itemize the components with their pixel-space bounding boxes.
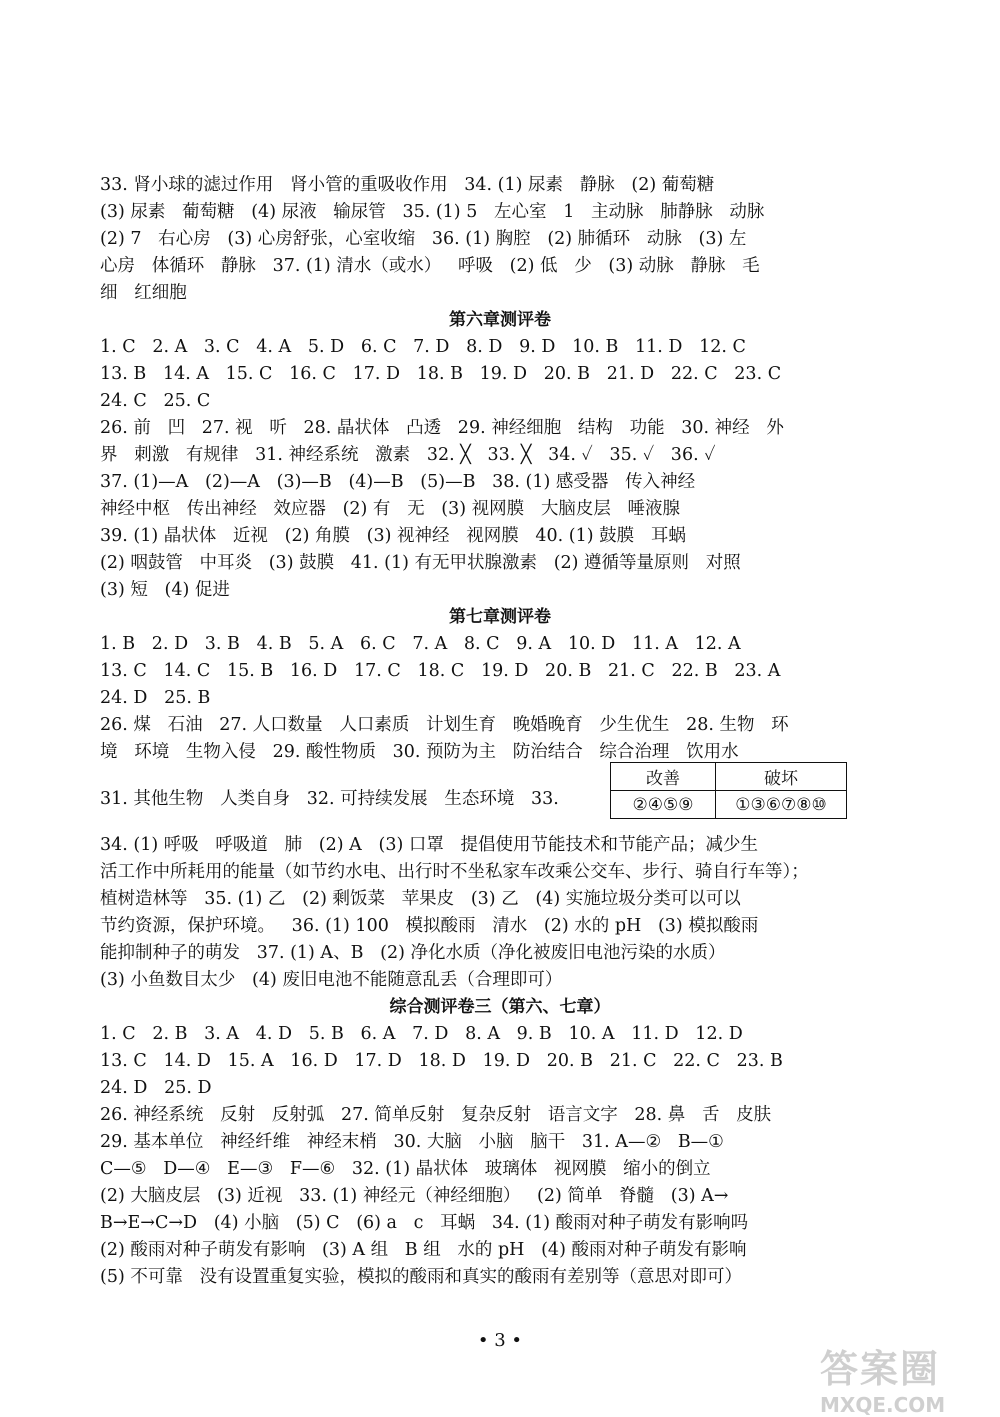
answer-line: 26. 前 凹 27. 视 听 28. 晶状体 凸透 29. 神经细胞 结构 功能 30. 神经 外 bbox=[100, 418, 784, 438]
answer-page bbox=[100, 172, 900, 1291]
page-number: • 3 • bbox=[477, 1330, 523, 1351]
answer-line: C—⑤ D—④ E—③ F—⑥ 32. (1) 晶状体 玻璃体 视网膜 缩小的倒立 bbox=[100, 1159, 711, 1179]
watermark-url: MXQE.COM bbox=[820, 1393, 946, 1417]
section-title: 第七章测评卷 bbox=[449, 607, 551, 627]
answer-line: 29. 基本单位 神经纤维 神经末梢 30. 大脑 小脑 脑干 31. A—② B—① bbox=[100, 1132, 724, 1152]
answer-line: 31. 其他生物 人类自身 32. 可持续发展 生态环境 33. bbox=[100, 789, 559, 809]
table-header-destroy: 破坏 bbox=[716, 763, 847, 791]
answer-line: (2) 咽鼓管 中耳炎 (3) 鼓膜 41. (1) 有无甲状腺激素 (2) 遵循等量原则 对照 bbox=[100, 553, 741, 573]
answer-line: 34. (1) 呼吸 呼吸道 肺 (2) A (3) 口罩 提倡使用节能技术和节能产品；减少生 bbox=[100, 835, 759, 855]
answer-line: 26. 神经系统 反射 反射弧 27. 简单反射 复杂反射 语言文字 28. 鼻 舌 皮肤 bbox=[100, 1105, 772, 1125]
answer-line: 33. 肾小球的滤过作用 肾小管的重吸收作用 34. (1) 尿素 静脉 (2) 葡萄糖 bbox=[100, 175, 715, 195]
answer-line: (2) 7 右心房 (3) 心房舒张，心室收缩 36. (1) 胸腔 (2) 肺循环 动脉 (3) 左 bbox=[100, 229, 747, 249]
section-title: 第六章测评卷 bbox=[449, 310, 551, 330]
answer-line: B→E→C→D (4) 小脑 (5) C (6) a c 耳蜗 34. (1) 酸雨对种子萌发有影响吗 bbox=[100, 1213, 749, 1233]
answer-line: 1. B 2. D 3. B 4. B 5. A 6. C 7. A 8. C 9. A 10. D 11. A 12. A bbox=[100, 634, 741, 654]
answer-line: 13. C 14. D 15. A 16. D 17. D 18. D 19. D 20. B 21. C 22. C 23. B bbox=[100, 1051, 783, 1071]
answer-line: 节约资源，保护环境。 36. (1) 100 模拟酸雨 清水 (2) 水的 pH (3) 模拟酸雨 bbox=[100, 916, 759, 936]
answer-line: 24. C 25. C bbox=[100, 391, 211, 411]
section-circulation-answers bbox=[100, 172, 900, 307]
answer-line: 神经中枢 传出神经 效应器 (2) 有 无 (3) 视网膜 大脑皮层 唾液腺 bbox=[100, 499, 681, 519]
watermark-text: 答案圈 bbox=[820, 1347, 941, 1391]
table-header-improve: 改善 bbox=[611, 763, 716, 791]
table-cell-destroy: ①③⑥⑦⑧⑩ bbox=[716, 791, 847, 819]
answer-line: (3) 短 (4) 促进 bbox=[100, 580, 230, 600]
section-comprehensive-3 bbox=[100, 994, 900, 1291]
answer-line: (2) 酸雨对种子萌发有影响 (3) A 组 B 组 水的 pH (4) 酸雨对种子萌发有影响 bbox=[100, 1240, 747, 1260]
answer-line: 境 环境 生物入侵 29. 酸性物质 30. 预防为主 防治结合 综合治理 饮用水 bbox=[100, 742, 739, 762]
watermark-logo bbox=[820, 1338, 990, 1417]
answer-line: 1. C 2. A 3. C 4. A 5. D 6. C 7. D 8. D 9. D 10. B 11. D 12. C bbox=[100, 337, 746, 357]
answer-line: 13. B 14. A 15. C 16. C 17. D 18. B 19. D 20. B 21. D 22. C 23. C bbox=[100, 364, 782, 384]
answer-line: 26. 煤 石油 27. 人口数量 人口素质 计划生育 晚婚晚育 少生优生 28. 生物 环 bbox=[100, 715, 789, 735]
answer-line: 植树造林等 35. (1) 乙 (2) 剩饭菜 苹果皮 (3) 乙 (4) 实施垃圾分类可以可以 bbox=[100, 889, 741, 909]
answer-line: (3) 尿素 葡萄糖 (4) 尿液 输尿管 35. (1) 5 左心室 1 主动脉 肺静脉 动脉 bbox=[100, 202, 765, 222]
section-chapter-7 bbox=[100, 604, 900, 994]
answer-line: 24. D 25. D bbox=[100, 1078, 212, 1098]
answer-line: 39. (1) 晶状体 近视 (2) 角膜 (3) 视神经 视网膜 40. (1) 鼓膜 耳蜗 bbox=[100, 526, 686, 546]
answer-line: (3) 小鱼数目太少 (4) 废旧电池不能随意乱丢（合理即可） bbox=[100, 970, 563, 990]
answer-line: 37. (1)—A (2)—A (3)—B (4)—B (5)—B 38. (1) 感受器 传入神经 bbox=[100, 472, 696, 492]
answer-line: (2) 大脑皮层 (3) 近视 33. (1) 神经元（神经细胞） (2) 简单 脊髓 (3) A→ bbox=[100, 1186, 729, 1206]
answer-line: 心房 体循环 静脉 37. (1) 清水（或水） 呼吸 (2) 低 少 (3) 动脉 静脉 毛 bbox=[100, 256, 760, 276]
answer-line: (5) 不可靠 没有设置重复实验，模拟的酸雨和真实的酸雨有差别等（意思对即可） bbox=[100, 1267, 743, 1287]
answer-line: 能抑制种子的萌发 37. (1) A、B (2) 净化水质（净化被废旧电池污染的水质） bbox=[100, 943, 726, 963]
section-chapter-6 bbox=[100, 307, 900, 604]
answer-line: 活工作中所耗用的能量（如节约水电、出行时不坐私家车改乘公交车、步行、骑自行车等）； bbox=[100, 862, 809, 882]
answer-row-with-table bbox=[100, 766, 900, 832]
answer-line: 界 刺激 有规律 31. 神经系统 激素 32. ╳ 33. ╳ 34. ✓ 35. ✓ 36. ✓ bbox=[100, 445, 716, 465]
answer-line: 1. C 2. B 3. A 4. D 5. B 6. A 7. D 8. A 9. B 10. A 11. D 12. D bbox=[100, 1024, 743, 1044]
answer-line: 细 红细胞 bbox=[100, 283, 187, 303]
answer-line: 24. D 25. B bbox=[100, 688, 211, 708]
answer-line: 13. C 14. C 15. B 16. D 17. C 18. C 19. D 20. B 21. C 22. B 23. A bbox=[100, 661, 781, 681]
improve-destroy-table bbox=[610, 762, 847, 819]
section-title: 综合测评卷三（第六、七章） bbox=[389, 997, 611, 1017]
table-cell-improve: ②④⑤⑨ bbox=[611, 791, 716, 819]
